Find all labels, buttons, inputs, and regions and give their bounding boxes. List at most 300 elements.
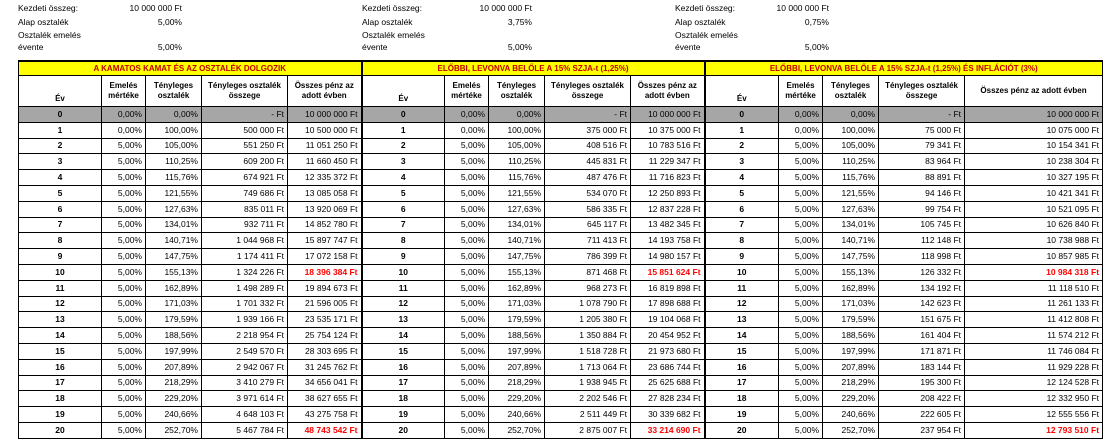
dividend-growth-label: Osztalék emelés — [362, 29, 425, 40]
table-row — [19, 122, 1103, 138]
total-money-cell: 11 229 347 Ft — [631, 154, 705, 170]
growth-rate-cell: 5,00% — [779, 233, 823, 249]
year-cell: 15 — [19, 343, 102, 359]
year-cell: 19 — [705, 407, 779, 423]
dividend-amount-cell: 1 205 380 Ft — [545, 312, 631, 328]
year-cell: 0 — [362, 107, 445, 123]
dividend-amount-cell: 2 218 954 Ft — [202, 328, 288, 344]
actual-dividend-cell: 127,63% — [489, 201, 545, 217]
growth-rate-cell: 5,00% — [445, 422, 489, 438]
actual-dividend-cell: 147,75% — [146, 249, 202, 265]
table-row — [19, 217, 1103, 233]
dividend-growth-label-2: évente — [675, 42, 701, 53]
growth-rate-cell: 5,00% — [779, 201, 823, 217]
dividend-amount-cell: 609 200 Ft — [202, 154, 288, 170]
growth-rate-cell: 5,00% — [102, 217, 146, 233]
growth-rate-cell: 5,00% — [445, 201, 489, 217]
year-cell: 10 — [705, 264, 779, 280]
total-money-cell: 15 897 747 Ft — [288, 233, 362, 249]
growth-rate-cell: 5,00% — [779, 391, 823, 407]
year-cell: 13 — [705, 312, 779, 328]
year-cell: 11 — [19, 280, 102, 296]
growth-rate-cell: 5,00% — [102, 185, 146, 201]
actual-dividend-cell: 218,29% — [146, 375, 202, 391]
year-cell: 14 — [705, 328, 779, 344]
base-dividend-label: Alap osztalék — [18, 17, 69, 27]
growth-rate-cell: 5,00% — [445, 407, 489, 423]
table-row — [19, 312, 1103, 328]
total-money-cell: 12 332 950 Ft — [965, 391, 1103, 407]
year-cell: 12 — [705, 296, 779, 312]
year-cell: 14 — [19, 328, 102, 344]
total-money-cell: 17 898 688 Ft — [631, 296, 705, 312]
total-money-cell: 20 454 952 Ft — [631, 328, 705, 344]
year-cell: 3 — [705, 154, 779, 170]
growth-rate-cell: 5,00% — [102, 296, 146, 312]
year-cell: 20 — [362, 422, 445, 438]
total-money-cell: 12 837 228 Ft — [631, 201, 705, 217]
growth-rate-cell: 5,00% — [102, 233, 146, 249]
col-total-money: Összes pénz az adott évben — [965, 76, 1103, 107]
growth-rate-cell: 0,00% — [779, 122, 823, 138]
year-cell: 11 — [705, 280, 779, 296]
dividend-amount-cell: 94 146 Ft — [879, 185, 965, 201]
dividend-amount-cell: 237 954 Ft — [879, 422, 965, 438]
total-money-cell: 25 625 688 Ft — [631, 375, 705, 391]
section-title-2: ELŐBBI, LEVONVA BELŐLE A 15% SZJA-t (1,25%) — [362, 61, 705, 76]
growth-rate-cell: 5,00% — [102, 249, 146, 265]
actual-dividend-cell: 218,29% — [489, 375, 545, 391]
actual-dividend-cell: 110,25% — [146, 154, 202, 170]
dividend-growth-label-2: évente — [362, 42, 388, 53]
year-cell: 4 — [705, 170, 779, 186]
start-amount-label: Kezdeti összeg: — [362, 3, 423, 13]
actual-dividend-cell: 121,55% — [489, 185, 545, 201]
dividend-amount-cell: - Ft — [879, 107, 965, 123]
total-money-cell: 43 275 758 Ft — [288, 407, 362, 423]
growth-rate-cell: 5,00% — [779, 343, 823, 359]
dividend-amount-cell: 2 942 067 Ft — [202, 359, 288, 375]
actual-dividend-cell: 207,89% — [146, 359, 202, 375]
growth-rate-cell: 5,00% — [445, 217, 489, 233]
year-cell: 9 — [19, 249, 102, 265]
table-row — [19, 107, 1103, 123]
base-dividend-value: 0,75% — [804, 17, 829, 27]
table-row — [19, 201, 1103, 217]
growth-rate-cell: 5,00% — [445, 170, 489, 186]
col-dividend-amount: Tényleges osztalék összege — [879, 76, 965, 107]
actual-dividend-cell: 197,99% — [146, 343, 202, 359]
dividend-amount-cell: - Ft — [545, 107, 631, 123]
start-amount-row — [362, 0, 532, 16]
total-money-cell: 23 686 744 Ft — [631, 359, 705, 375]
year-cell: 4 — [19, 170, 102, 186]
growth-rate-cell: 0,00% — [445, 122, 489, 138]
total-money-cell: 11 746 084 Ft — [965, 343, 1103, 359]
year-cell: 0 — [705, 107, 779, 123]
dividend-amount-cell: 118 998 Ft — [879, 249, 965, 265]
year-cell: 19 — [362, 407, 445, 423]
growth-rate-cell: 5,00% — [102, 359, 146, 375]
col-total-money: Összes pénz az adott évben — [288, 76, 362, 107]
year-cell: 20 — [19, 422, 102, 438]
total-money-cell: 10 626 840 Ft — [965, 217, 1103, 233]
total-money-cell: 27 828 234 Ft — [631, 391, 705, 407]
total-money-cell: 10 421 341 Ft — [965, 185, 1103, 201]
actual-dividend-cell: 140,71% — [823, 233, 879, 249]
growth-rate-cell: 0,00% — [779, 107, 823, 123]
growth-rate-cell: 5,00% — [445, 296, 489, 312]
growth-rate-cell: 0,00% — [102, 122, 146, 138]
growth-rate-cell: 5,00% — [102, 407, 146, 423]
total-money-cell: 12 124 528 Ft — [965, 375, 1103, 391]
year-cell: 0 — [19, 107, 102, 123]
dividend-amount-cell: 3 971 614 Ft — [202, 391, 288, 407]
year-cell: 12 — [19, 296, 102, 312]
actual-dividend-cell: 155,13% — [146, 264, 202, 280]
actual-dividend-cell: 105,00% — [489, 138, 545, 154]
actual-dividend-cell: 188,56% — [489, 328, 545, 344]
total-money-cell: 10 327 195 Ft — [965, 170, 1103, 186]
total-money-cell: 12 335 372 Ft — [288, 170, 362, 186]
dividend-amount-cell: 1 078 790 Ft — [545, 296, 631, 312]
growth-rate-cell: 0,00% — [102, 107, 146, 123]
dividend-growth-label-2: évente — [18, 42, 44, 53]
col-dividend-amount: Tényleges osztalék összege — [202, 76, 288, 107]
year-cell: 10 — [362, 264, 445, 280]
actual-dividend-cell: 147,75% — [823, 249, 879, 265]
total-money-cell: 13 482 345 Ft — [631, 217, 705, 233]
year-cell: 7 — [362, 217, 445, 233]
year-cell: 15 — [362, 343, 445, 359]
year-cell: 2 — [362, 138, 445, 154]
base-dividend-label: Alap osztalék — [675, 17, 726, 27]
growth-rate-cell: 5,00% — [102, 312, 146, 328]
table-row — [19, 280, 1103, 296]
growth-rate-cell: 5,00% — [779, 264, 823, 280]
actual-dividend-cell: 0,00% — [489, 107, 545, 123]
dividend-amount-cell: 2 202 546 Ft — [545, 391, 631, 407]
table-row — [19, 391, 1103, 407]
dividend-comparison-table — [18, 60, 1103, 439]
total-money-cell: 10 154 341 Ft — [965, 138, 1103, 154]
year-cell: 8 — [362, 233, 445, 249]
year-cell: 1 — [362, 122, 445, 138]
total-money-cell: 10 857 985 Ft — [965, 249, 1103, 265]
base-dividend-value: 5,00% — [157, 17, 182, 27]
table-row — [19, 170, 1103, 186]
actual-dividend-cell: 155,13% — [489, 264, 545, 280]
total-money-cell: 38 627 655 Ft — [288, 391, 362, 407]
year-cell: 2 — [19, 138, 102, 154]
section-title-row — [19, 61, 1103, 76]
year-cell: 17 — [705, 375, 779, 391]
total-money-cell: 15 851 624 Ft — [631, 264, 705, 280]
actual-dividend-cell: 110,25% — [489, 154, 545, 170]
year-cell: 14 — [362, 328, 445, 344]
actual-dividend-cell: 134,01% — [489, 217, 545, 233]
table-row — [19, 264, 1103, 280]
dividend-amount-cell: 408 516 Ft — [545, 138, 631, 154]
table-row — [19, 343, 1103, 359]
total-money-cell: 30 339 682 Ft — [631, 407, 705, 423]
total-money-cell: 10 000 000 Ft — [631, 107, 705, 123]
actual-dividend-cell: 240,66% — [489, 407, 545, 423]
total-money-cell: 18 396 384 Ft — [288, 264, 362, 280]
total-money-cell: 23 535 171 Ft — [288, 312, 362, 328]
actual-dividend-cell: 127,63% — [146, 201, 202, 217]
actual-dividend-cell: 134,01% — [146, 217, 202, 233]
year-cell: 12 — [362, 296, 445, 312]
year-cell: 16 — [705, 359, 779, 375]
table-row — [19, 185, 1103, 201]
col-actual-dividend: Tényleges osztalék — [489, 76, 545, 107]
dividend-amount-cell: 83 964 Ft — [879, 154, 965, 170]
dividend-amount-cell: 171 871 Ft — [879, 343, 965, 359]
year-cell: 10 — [19, 264, 102, 280]
actual-dividend-cell: 229,20% — [146, 391, 202, 407]
dividend-amount-cell: 487 476 Ft — [545, 170, 631, 186]
growth-rate-cell: 5,00% — [102, 280, 146, 296]
actual-dividend-cell: 100,00% — [146, 122, 202, 138]
dividend-amount-cell: 105 745 Ft — [879, 217, 965, 233]
growth-rate-cell: 5,00% — [779, 170, 823, 186]
year-cell: 1 — [19, 122, 102, 138]
table-row — [19, 407, 1103, 423]
start-amount-label: Kezdeti összeg: — [675, 3, 736, 13]
growth-rate-cell: 5,00% — [445, 343, 489, 359]
year-cell: 3 — [362, 154, 445, 170]
dividend-amount-cell: 1 713 064 Ft — [545, 359, 631, 375]
year-cell: 6 — [19, 201, 102, 217]
growth-rate-cell: 5,00% — [102, 170, 146, 186]
year-cell: 6 — [705, 201, 779, 217]
dividend-amount-cell: 126 332 Ft — [879, 264, 965, 280]
actual-dividend-cell: 0,00% — [146, 107, 202, 123]
total-money-cell: 19 894 673 Ft — [288, 280, 362, 296]
growth-rate-cell: 5,00% — [779, 312, 823, 328]
year-cell: 18 — [19, 391, 102, 407]
total-money-cell: 11 660 450 Ft — [288, 154, 362, 170]
total-money-cell: 31 245 762 Ft — [288, 359, 362, 375]
growth-rate-cell: 5,00% — [445, 328, 489, 344]
table-row — [19, 328, 1103, 344]
actual-dividend-cell: 110,25% — [823, 154, 879, 170]
dividend-amount-cell: 534 070 Ft — [545, 185, 631, 201]
actual-dividend-cell: 105,00% — [823, 138, 879, 154]
dividend-amount-cell: 195 300 Ft — [879, 375, 965, 391]
start-amount-value: 10 000 000 Ft — [129, 3, 182, 13]
dividend-growth-value: 5,00% — [507, 42, 532, 53]
actual-dividend-cell: 121,55% — [823, 185, 879, 201]
growth-rate-cell: 5,00% — [445, 249, 489, 265]
actual-dividend-cell: 140,71% — [146, 233, 202, 249]
actual-dividend-cell: 229,20% — [489, 391, 545, 407]
year-cell: 20 — [705, 422, 779, 438]
year-cell: 13 — [19, 312, 102, 328]
actual-dividend-cell: 240,66% — [146, 407, 202, 423]
dividend-amount-cell: 112 148 Ft — [879, 233, 965, 249]
dividend-amount-cell: 1 044 968 Ft — [202, 233, 288, 249]
dividend-amount-cell: 551 250 Ft — [202, 138, 288, 154]
total-money-cell: 10 521 095 Ft — [965, 201, 1103, 217]
total-money-cell: 21 973 680 Ft — [631, 343, 705, 359]
total-money-cell: 28 303 695 Ft — [288, 343, 362, 359]
dividend-amount-cell: - Ft — [202, 107, 288, 123]
growth-rate-cell: 5,00% — [445, 280, 489, 296]
growth-rate-cell: 5,00% — [445, 185, 489, 201]
dividend-amount-cell: 1 518 728 Ft — [545, 343, 631, 359]
dividend-growth-label: Osztalék emelés — [18, 29, 81, 40]
dividend-amount-cell: 2 549 570 Ft — [202, 343, 288, 359]
actual-dividend-cell: 171,03% — [146, 296, 202, 312]
dividend-amount-cell: 500 000 Ft — [202, 122, 288, 138]
dividend-amount-cell: 968 273 Ft — [545, 280, 631, 296]
total-money-cell: 16 819 898 Ft — [631, 280, 705, 296]
total-money-cell: 14 980 157 Ft — [631, 249, 705, 265]
dividend-amount-cell: 75 000 Ft — [879, 122, 965, 138]
growth-rate-cell: 5,00% — [779, 249, 823, 265]
dividend-growth-label: Osztalék emelés — [675, 29, 738, 40]
start-amount-label: Kezdeti összeg: — [18, 3, 79, 13]
dividend-amount-cell: 1 939 166 Ft — [202, 312, 288, 328]
growth-value-row — [18, 41, 182, 54]
table-row — [19, 249, 1103, 265]
total-money-cell: 33 214 690 Ft — [631, 422, 705, 438]
year-cell: 9 — [705, 249, 779, 265]
total-money-cell: 10 238 304 Ft — [965, 154, 1103, 170]
start-amount-row — [18, 0, 182, 16]
col-year: Év — [362, 76, 445, 107]
actual-dividend-cell: 162,89% — [823, 280, 879, 296]
actual-dividend-cell: 162,89% — [489, 280, 545, 296]
growth-rate-cell: 5,00% — [445, 138, 489, 154]
growth-rate-cell: 5,00% — [779, 296, 823, 312]
table-row — [19, 296, 1103, 312]
dividend-amount-cell: 1 324 226 Ft — [202, 264, 288, 280]
total-money-cell: 12 555 556 Ft — [965, 407, 1103, 423]
dividend-amount-cell: 586 335 Ft — [545, 201, 631, 217]
dividend-amount-cell: 645 117 Ft — [545, 217, 631, 233]
dividend-amount-cell: 222 605 Ft — [879, 407, 965, 423]
year-cell: 18 — [705, 391, 779, 407]
growth-rate-cell: 5,00% — [779, 422, 823, 438]
total-money-cell: 14 852 780 Ft — [288, 217, 362, 233]
growth-rate-cell: 5,00% — [779, 359, 823, 375]
col-growth-rate: Emelés mértéke — [102, 76, 146, 107]
dividend-amount-cell: 871 468 Ft — [545, 264, 631, 280]
growth-rate-cell: 5,00% — [102, 391, 146, 407]
table-row — [19, 138, 1103, 154]
dividend-amount-cell: 786 399 Ft — [545, 249, 631, 265]
table-row — [19, 422, 1103, 438]
dividend-amount-cell: 4 648 103 Ft — [202, 407, 288, 423]
total-money-cell: 11 929 228 Ft — [965, 359, 1103, 375]
growth-rate-cell: 5,00% — [779, 217, 823, 233]
params-block-3 — [675, 0, 829, 58]
growth-rate-cell: 5,00% — [102, 138, 146, 154]
actual-dividend-cell: 121,55% — [146, 185, 202, 201]
actual-dividend-cell: 197,99% — [489, 343, 545, 359]
col-growth-rate: Emelés mértéke — [779, 76, 823, 107]
dividend-amount-cell: 134 192 Ft — [879, 280, 965, 296]
growth-rate-cell: 5,00% — [102, 422, 146, 438]
actual-dividend-cell: 188,56% — [146, 328, 202, 344]
year-cell: 8 — [705, 233, 779, 249]
dividend-amount-cell: 445 831 Ft — [545, 154, 631, 170]
dividend-amount-cell: 1 701 332 Ft — [202, 296, 288, 312]
year-cell: 7 — [705, 217, 779, 233]
column-header-row — [19, 76, 1103, 107]
total-money-cell: 17 072 158 Ft — [288, 249, 362, 265]
growth-rate-cell: 5,00% — [779, 375, 823, 391]
growth-rate-cell: 5,00% — [445, 359, 489, 375]
year-cell: 2 — [705, 138, 779, 154]
actual-dividend-cell: 105,00% — [146, 138, 202, 154]
actual-dividend-cell: 140,71% — [489, 233, 545, 249]
dividend-amount-cell: 183 144 Ft — [879, 359, 965, 375]
growth-rate-cell: 5,00% — [102, 201, 146, 217]
growth-rate-cell: 5,00% — [779, 407, 823, 423]
total-money-cell: 12 250 893 Ft — [631, 185, 705, 201]
dividend-amount-cell: 835 011 Ft — [202, 201, 288, 217]
actual-dividend-cell: 0,00% — [823, 107, 879, 123]
growth-rate-cell: 5,00% — [779, 138, 823, 154]
year-cell: 17 — [362, 375, 445, 391]
year-cell: 11 — [362, 280, 445, 296]
actual-dividend-cell: 207,89% — [823, 359, 879, 375]
total-money-cell: 13 085 058 Ft — [288, 185, 362, 201]
params-block-2 — [362, 0, 532, 58]
growth-rate-cell: 5,00% — [445, 375, 489, 391]
col-dividend-amount: Tényleges osztalék összege — [545, 76, 631, 107]
actual-dividend-cell: 171,03% — [489, 296, 545, 312]
growth-label-row — [18, 29, 182, 42]
total-money-cell: 13 920 069 Ft — [288, 201, 362, 217]
year-cell: 6 — [362, 201, 445, 217]
col-actual-dividend: Tényleges osztalék — [146, 76, 202, 107]
actual-dividend-cell: 197,99% — [823, 343, 879, 359]
year-cell: 3 — [19, 154, 102, 170]
base-dividend-value: 3,75% — [507, 17, 532, 27]
actual-dividend-cell: 155,13% — [823, 264, 879, 280]
col-year: Év — [705, 76, 779, 107]
growth-rate-cell: 5,00% — [779, 185, 823, 201]
actual-dividend-cell: 100,00% — [489, 122, 545, 138]
year-cell: 17 — [19, 375, 102, 391]
dividend-amount-cell: 151 675 Ft — [879, 312, 965, 328]
base-dividend-row — [675, 16, 829, 29]
dividend-amount-cell: 2 875 007 Ft — [545, 422, 631, 438]
total-money-cell: 25 754 124 Ft — [288, 328, 362, 344]
col-actual-dividend: Tényleges osztalék — [823, 76, 879, 107]
total-money-cell: 11 574 212 Ft — [965, 328, 1103, 344]
actual-dividend-cell: 162,89% — [146, 280, 202, 296]
total-money-cell: 12 793 510 Ft — [965, 422, 1103, 438]
actual-dividend-cell: 252,70% — [146, 422, 202, 438]
year-cell: 18 — [362, 391, 445, 407]
actual-dividend-cell: 207,89% — [489, 359, 545, 375]
dividend-amount-cell: 142 623 Ft — [879, 296, 965, 312]
year-cell: 9 — [362, 249, 445, 265]
total-money-cell: 10 375 000 Ft — [631, 122, 705, 138]
actual-dividend-cell: 179,59% — [489, 312, 545, 328]
growth-value-row — [675, 41, 829, 54]
actual-dividend-cell: 218,29% — [823, 375, 879, 391]
year-cell: 19 — [19, 407, 102, 423]
dividend-amount-cell: 5 467 784 Ft — [202, 422, 288, 438]
actual-dividend-cell: 134,01% — [823, 217, 879, 233]
